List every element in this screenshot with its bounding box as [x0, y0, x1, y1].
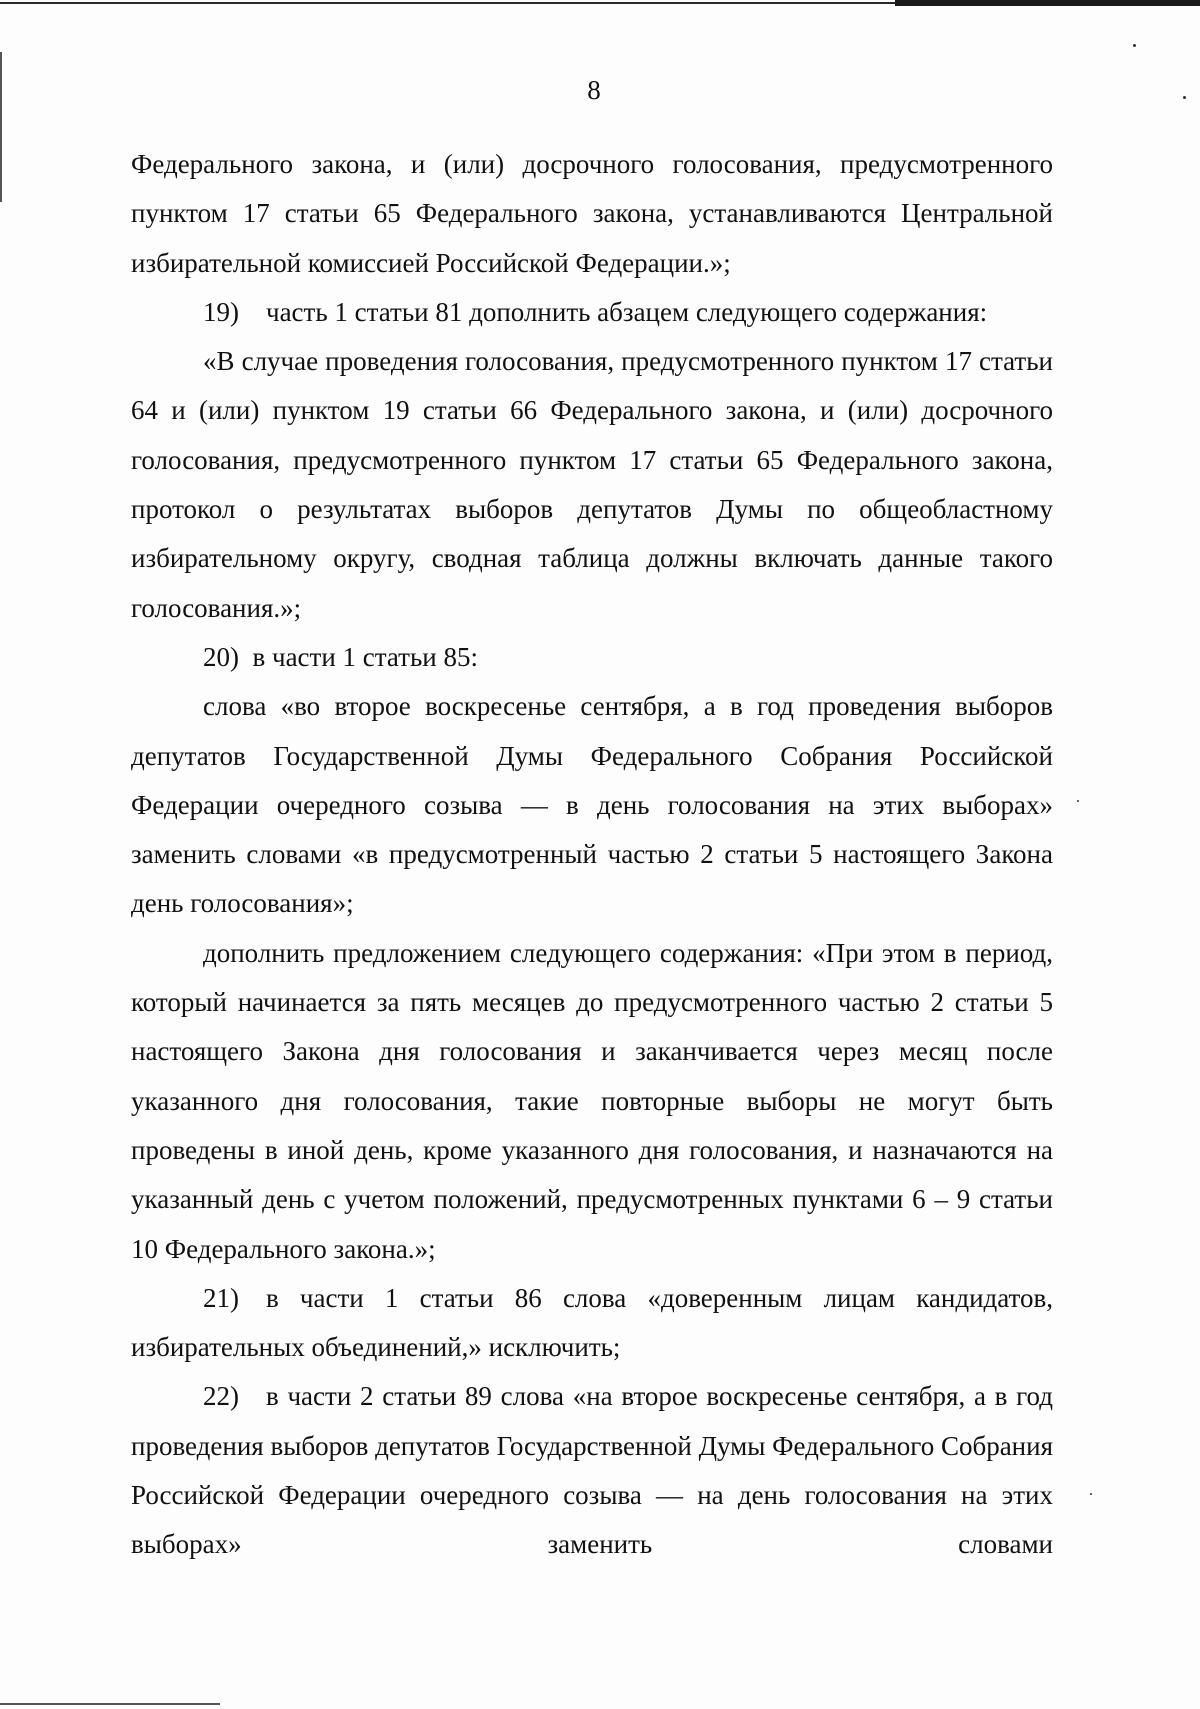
- paragraph: слова «во второе воскресенье сентября, а в год проведения выборов депутатов Государственной Думы Федерального Собрания Российской Федерации очередного созыва — в день голосования на этих выборах» заменить словами «в предусмотренный частью 2 статьи 5 настоящего Закона день голосования»;: [131, 691, 1053, 919]
- document-body: [131, 140, 1053, 1570]
- scan-speck: [1133, 44, 1136, 47]
- paragraph: дополнить предложением следующего содержания: «При этом в период, который начинается за пять месяцев до предусмотренного частью 2 статьи 5 настоящего Закона дня голосования и заканчивается через месяц после указанного дня голосования, такие повторные выборы не могут быть проведены в иной день, кроме указанного дня голосования, и назначаются на указанный день с учетом положений, предусмотренных пунктами 6 – 9 статьи 10 Федерального закона.»;: [131, 937, 1053, 1264]
- scan-speck: [1090, 1493, 1092, 1495]
- paragraph: «В случае проведения голосования, предусмотренного пунктом 17 статьи 64 и (или) пунктом 19 статьи 66 Федерального закона, и (или) досрочного голосования, предусмотренного пунктом 17 статьи 65 Федерального закона, протокол о результатах выборов депутатов Думы по общеобластному избирательному округу, сводная таблица должны включать данные такого голосования.»;: [131, 346, 1053, 623]
- scan-speck: [1077, 800, 1079, 802]
- paragraph: Федерального закона, и (или) досрочного голосования, предусмотренного пунктом 17 статьи 65 Федерального закона, устанавливаются Центральной избирательной комиссией Российской Федерации.»;: [131, 149, 1053, 278]
- scan-edge-top-dark: [895, 0, 1200, 6]
- paragraph: 22) в части 2 статьи 89 слова «на второе воскресенье сентября, а в год проведения выборов депутатов Государственной Думы Федерального Собрания Российской Федерации очередного созыва — на день голосования на этих выборах» заменить словами: [131, 1381, 1053, 1560]
- scan-edge-bottom: [0, 1703, 220, 1705]
- paragraph: 19) часть 1 статьи 81 дополнить абзацем следующего содержания:: [203, 296, 988, 327]
- paragraph: 21) в части 1 статьи 86 слова «доверенным лицам кандидатов, избирательных объединений,» исключить;: [131, 1282, 1053, 1363]
- page-number: 8: [587, 75, 601, 105]
- paragraph: 20) в части 1 статьи 85:: [203, 641, 478, 672]
